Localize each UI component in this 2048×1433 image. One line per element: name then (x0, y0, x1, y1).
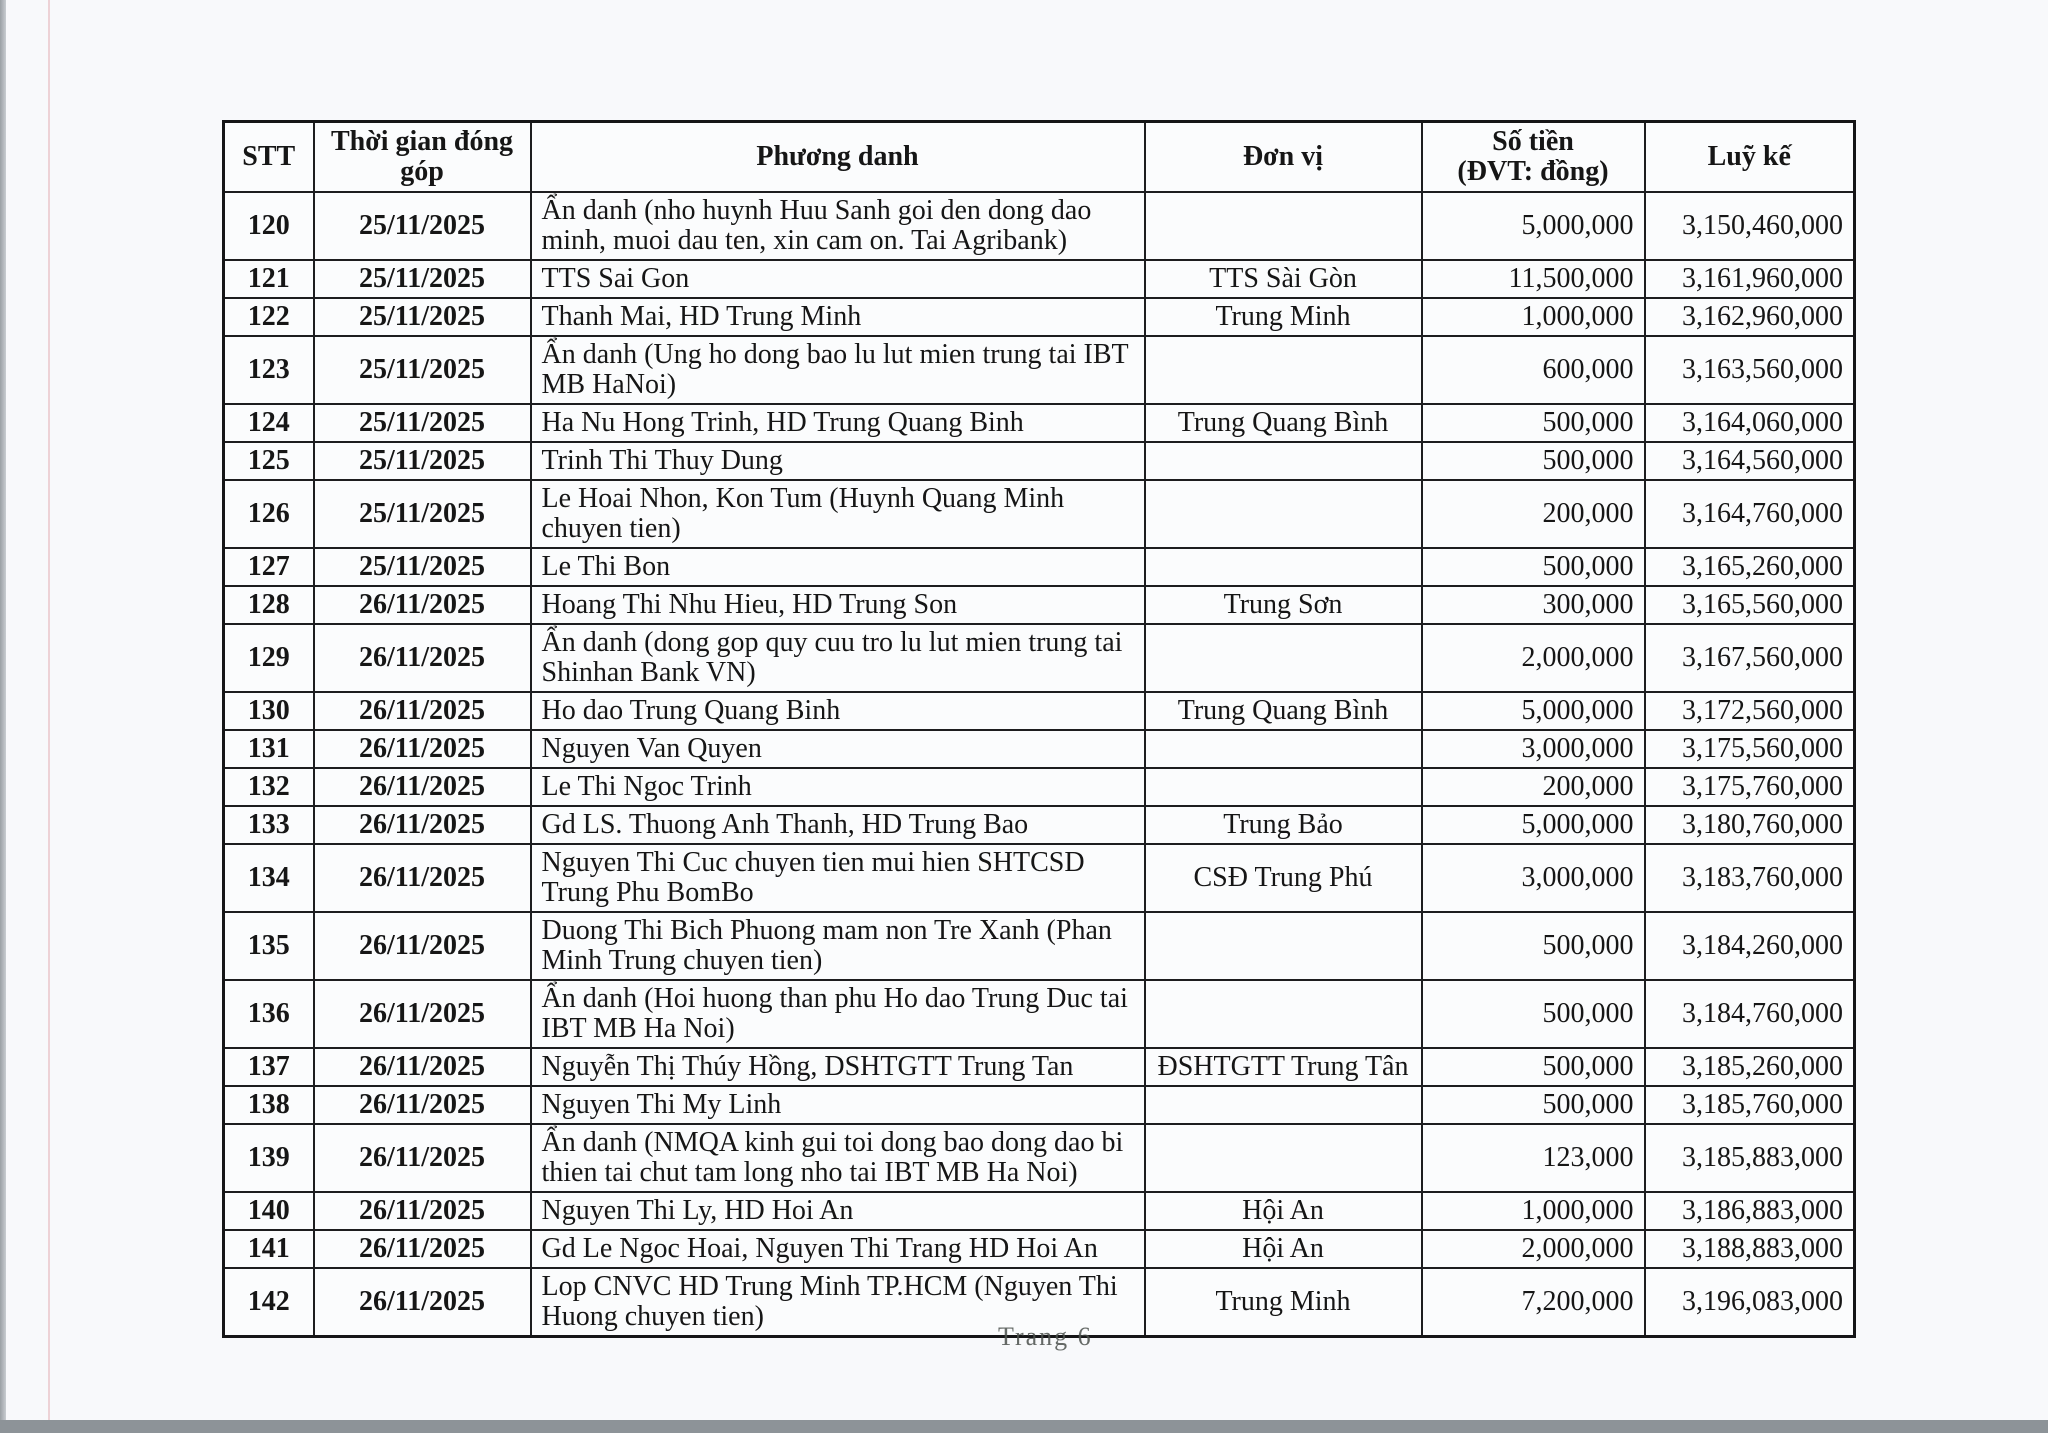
cell-amount: 200,000 (1422, 768, 1645, 806)
cell-stt: 136 (224, 980, 314, 1048)
cell-stt: 137 (224, 1048, 314, 1086)
cell-amount: 1,000,000 (1422, 298, 1645, 336)
cell-cumulative: 3,164,560,000 (1645, 442, 1855, 480)
table-row (224, 1048, 1855, 1086)
cell-amount: 2,000,000 (1422, 624, 1645, 692)
cell-cumulative: 3,185,883,000 (1645, 1124, 1855, 1192)
cell-stt: 120 (224, 192, 314, 260)
cell-name: Nguyen Thi Ly, HD Hoi An (531, 1192, 1145, 1230)
cell-date: 25/11/2025 (314, 480, 531, 548)
table-row (224, 442, 1855, 480)
cell-amount: 300,000 (1422, 586, 1645, 624)
cell-cumulative: 3,164,760,000 (1645, 480, 1855, 548)
cell-amount: 500,000 (1422, 548, 1645, 586)
col-header-amount-title: Số tiền (1492, 126, 1574, 157)
cell-date: 26/11/2025 (314, 624, 531, 692)
table-row (224, 260, 1855, 298)
cell-cumulative: 3,186,883,000 (1645, 1192, 1855, 1230)
cell-amount: 3,000,000 (1422, 730, 1645, 768)
cell-stt: 122 (224, 298, 314, 336)
cell-cumulative: 3,165,560,000 (1645, 586, 1855, 624)
table-row (224, 404, 1855, 442)
cell-amount: 500,000 (1422, 980, 1645, 1048)
table-row (224, 692, 1855, 730)
cell-date: 26/11/2025 (314, 692, 531, 730)
cell-date: 26/11/2025 (314, 844, 531, 912)
scan-edge-left (0, 0, 6, 1433)
cell-amount: 5,000,000 (1422, 192, 1645, 260)
cell-cumulative: 3,196,083,000 (1645, 1268, 1855, 1337)
table-row (224, 768, 1855, 806)
cell-name: Le Thi Bon (531, 548, 1145, 586)
cell-stt: 142 (224, 1268, 314, 1337)
cell-stt: 127 (224, 548, 314, 586)
cell-name: Ẩn danh (Ung ho dong bao lu lut mien trung tai IBT MB HaNoi) (531, 336, 1145, 404)
cell-unit: Trung Sơn (1145, 586, 1422, 624)
cell-stt: 133 (224, 806, 314, 844)
cell-name: Lop CNVC HD Trung Minh TP.HCM (Nguyen Thi Huong chuyen tien) (531, 1268, 1145, 1337)
cell-stt: 126 (224, 480, 314, 548)
page-number: Trang 6 (998, 1322, 1093, 1351)
cell-stt: 121 (224, 260, 314, 298)
cell-unit (1145, 730, 1422, 768)
cell-cumulative: 3,188,883,000 (1645, 1230, 1855, 1268)
cell-name: Gd LS. Thuong Anh Thanh, HD Trung Bao (531, 806, 1145, 844)
table-row (224, 730, 1855, 768)
cell-name: Ha Nu Hong Trinh, HD Trung Quang Binh (531, 404, 1145, 442)
cell-amount: 2,000,000 (1422, 1230, 1645, 1268)
cell-unit (1145, 912, 1422, 980)
cell-date: 26/11/2025 (314, 1230, 531, 1268)
cell-unit (1145, 1124, 1422, 1192)
cell-stt: 132 (224, 768, 314, 806)
cell-amount: 500,000 (1422, 442, 1645, 480)
scan-edge-bottom (0, 1420, 2048, 1433)
cell-name: Nguyễn Thị Thúy Hồng, DSHTGTT Trung Tan (531, 1048, 1145, 1086)
cell-name: Nguyen Thi Cuc chuyen tien mui hien SHTCSD Trung Phu BomBo (531, 844, 1145, 912)
table-row (224, 192, 1855, 260)
cell-amount: 1,000,000 (1422, 1192, 1645, 1230)
cell-date: 26/11/2025 (314, 980, 531, 1048)
table-row (224, 624, 1855, 692)
cell-name: Nguyen Van Quyen (531, 730, 1145, 768)
cell-name: Ho dao Trung Quang Binh (531, 692, 1145, 730)
cell-unit: Trung Bảo (1145, 806, 1422, 844)
table-row (224, 336, 1855, 404)
cell-date: 25/11/2025 (314, 298, 531, 336)
cell-cumulative: 3,162,960,000 (1645, 298, 1855, 336)
cell-cumulative: 3,175,760,000 (1645, 768, 1855, 806)
cell-cumulative: 3,172,560,000 (1645, 692, 1855, 730)
cell-name: Ẩn danh (NMQA kinh gui toi dong bao dong dao bi thien tai chut tam long nho tai IBT MB Ha Noi) (531, 1124, 1145, 1192)
table-row (224, 480, 1855, 548)
cell-amount: 500,000 (1422, 1048, 1645, 1086)
cell-date: 26/11/2025 (314, 806, 531, 844)
cell-unit: Trung Quang Bình (1145, 404, 1422, 442)
col-header-unit: Đơn vị (1145, 122, 1422, 193)
table-row (224, 1086, 1855, 1124)
cell-cumulative: 3,183,760,000 (1645, 844, 1855, 912)
cell-name: Gd Le Ngoc Hoai, Nguyen Thi Trang HD Hoi An (531, 1230, 1145, 1268)
cell-cumulative: 3,163,560,000 (1645, 336, 1855, 404)
cell-amount: 5,000,000 (1422, 806, 1645, 844)
margin-line (48, 0, 50, 1420)
cell-name: Ẩn danh (nho huynh Huu Sanh goi den dong dao minh, muoi dau ten, xin cam on. Tai Agribank) (531, 192, 1145, 260)
table-row (224, 912, 1855, 980)
cell-date: 25/11/2025 (314, 548, 531, 586)
cell-stt: 129 (224, 624, 314, 692)
cell-unit: Trung Minh (1145, 1268, 1422, 1337)
table-row (224, 548, 1855, 586)
cell-name: Ẩn danh (Hoi huong than phu Ho dao Trung Duc tai IBT MB Ha Noi) (531, 980, 1145, 1048)
cell-amount: 200,000 (1422, 480, 1645, 548)
table-row (224, 980, 1855, 1048)
table-row (224, 298, 1855, 336)
cell-stt: 128 (224, 586, 314, 624)
cell-date: 26/11/2025 (314, 1192, 531, 1230)
cell-unit: Trung Quang Bình (1145, 692, 1422, 730)
table-row (224, 806, 1855, 844)
cell-date: 26/11/2025 (314, 1086, 531, 1124)
cell-unit: CSĐ Trung Phú (1145, 844, 1422, 912)
cell-cumulative: 3,184,260,000 (1645, 912, 1855, 980)
cell-date: 26/11/2025 (314, 1048, 531, 1086)
col-header-stt: STT (224, 122, 314, 193)
cell-name: Le Hoai Nhon, Kon Tum (Huynh Quang Minh chuyen tien) (531, 480, 1145, 548)
cell-unit (1145, 336, 1422, 404)
cell-name: Duong Thi Bich Phuong mam non Tre Xanh (Phan Minh Trung chuyen tien) (531, 912, 1145, 980)
cell-unit (1145, 442, 1422, 480)
table-row (224, 1192, 1855, 1230)
cell-amount: 7,200,000 (1422, 1268, 1645, 1337)
cell-date: 26/11/2025 (314, 768, 531, 806)
cell-date: 25/11/2025 (314, 336, 531, 404)
cell-cumulative: 3,164,060,000 (1645, 404, 1855, 442)
cell-cumulative: 3,165,260,000 (1645, 548, 1855, 586)
table-row (224, 844, 1855, 912)
cell-name: Trinh Thi Thuy Dung (531, 442, 1145, 480)
cell-stt: 138 (224, 1086, 314, 1124)
cell-name: Nguyen Thi My Linh (531, 1086, 1145, 1124)
cell-unit (1145, 1086, 1422, 1124)
cell-cumulative: 3,184,760,000 (1645, 980, 1855, 1048)
cell-cumulative: 3,185,260,000 (1645, 1048, 1855, 1086)
col-header-amount (1422, 122, 1645, 193)
cell-name: Ẩn danh (dong gop quy cuu tro lu lut mien trung tai Shinhan Bank VN) (531, 624, 1145, 692)
cell-stt: 135 (224, 912, 314, 980)
cell-amount: 123,000 (1422, 1124, 1645, 1192)
table-row (224, 1230, 1855, 1268)
cell-amount: 5,000,000 (1422, 692, 1645, 730)
cell-stt: 130 (224, 692, 314, 730)
cell-stt: 139 (224, 1124, 314, 1192)
cell-unit: Trung Minh (1145, 298, 1422, 336)
cell-stt: 124 (224, 404, 314, 442)
donation-table (222, 120, 1856, 1338)
cell-date: 26/11/2025 (314, 730, 531, 768)
cell-cumulative: 3,180,760,000 (1645, 806, 1855, 844)
header-row (224, 122, 1855, 193)
cell-name: Thanh Mai, HD Trung Minh (531, 298, 1145, 336)
cell-date: 25/11/2025 (314, 404, 531, 442)
cell-cumulative: 3,150,460,000 (1645, 192, 1855, 260)
cell-name: Le Thi Ngoc Trinh (531, 768, 1145, 806)
cell-date: 25/11/2025 (314, 260, 531, 298)
cell-unit (1145, 624, 1422, 692)
cell-unit: TTS Sài Gòn (1145, 260, 1422, 298)
cell-stt: 131 (224, 730, 314, 768)
cell-stt: 140 (224, 1192, 314, 1230)
cell-name: TTS Sai Gon (531, 260, 1145, 298)
col-header-amount-unit: (ĐVT: đồng) (1457, 156, 1609, 187)
table-row (224, 586, 1855, 624)
cell-unit (1145, 480, 1422, 548)
col-header-name: Phương danh (531, 122, 1145, 193)
cell-unit (1145, 768, 1422, 806)
cell-stt: 125 (224, 442, 314, 480)
cell-date: 26/11/2025 (314, 1124, 531, 1192)
cell-amount: 11,500,000 (1422, 260, 1645, 298)
cell-date: 26/11/2025 (314, 1268, 531, 1337)
cell-amount: 3,000,000 (1422, 844, 1645, 912)
cell-amount: 500,000 (1422, 1086, 1645, 1124)
cell-unit: ĐSHTGTT Trung Tân (1145, 1048, 1422, 1086)
cell-date: 26/11/2025 (314, 586, 531, 624)
cell-amount: 500,000 (1422, 404, 1645, 442)
cell-cumulative: 3,175,560,000 (1645, 730, 1855, 768)
cell-date: 25/11/2025 (314, 442, 531, 480)
cell-unit (1145, 548, 1422, 586)
col-header-date: Thời gian đóng góp (314, 122, 531, 193)
cell-cumulative: 3,161,960,000 (1645, 260, 1855, 298)
cell-date: 25/11/2025 (314, 192, 531, 260)
cell-amount: 500,000 (1422, 912, 1645, 980)
cell-unit: Hội An (1145, 1192, 1422, 1230)
cell-date: 26/11/2025 (314, 912, 531, 980)
cell-stt: 134 (224, 844, 314, 912)
cell-name: Hoang Thi Nhu Hieu, HD Trung Son (531, 586, 1145, 624)
table-row (224, 1124, 1855, 1192)
cell-amount: 600,000 (1422, 336, 1645, 404)
cell-cumulative: 3,185,760,000 (1645, 1086, 1855, 1124)
cell-stt: 123 (224, 336, 314, 404)
cell-cumulative: 3,167,560,000 (1645, 624, 1855, 692)
col-header-cumulative: Luỹ kế (1645, 122, 1855, 193)
cell-unit (1145, 980, 1422, 1048)
cell-unit: Hội An (1145, 1230, 1422, 1268)
cell-stt: 141 (224, 1230, 314, 1268)
cell-unit (1145, 192, 1422, 260)
